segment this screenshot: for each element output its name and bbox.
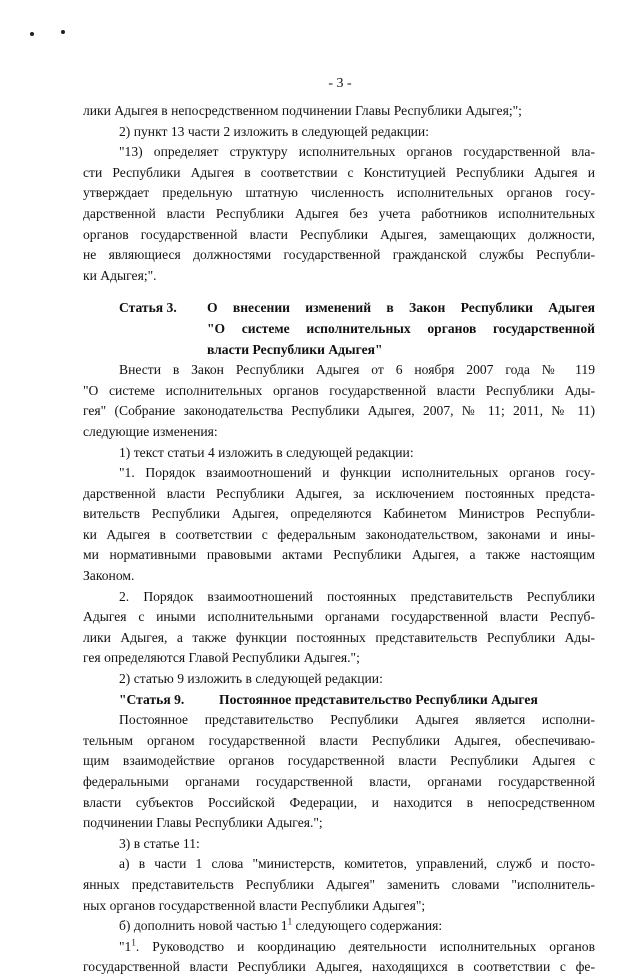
text-line: 2) статью 9 изложить в следующей редакции: (119, 671, 383, 687)
paragraph-block-top (83, 101, 595, 286)
text-line: ки Адыгея;". (83, 267, 157, 283)
text-line: 2) пункт 13 части 2 изложить в следующей редакции: (119, 123, 429, 139)
text-line: гея" (Собрание законодательства Республики Адыгея, 2007, № 11; 2011, № 11) (83, 403, 595, 419)
document-body (83, 101, 595, 978)
text-line: "$1^1$. Руководство и координацию деятельности исполнительных органов (119, 937, 595, 954)
text-line: Постоянное представительство Республики Адыгея является исполни- (119, 712, 595, 728)
text-line: государственной власти Республики Адыгея, находящихся в соответствии с фе- (83, 959, 595, 975)
article-3-heading (83, 298, 595, 360)
text-line: "О системе исполнительных органов государственной власти Республики Ады- (83, 382, 595, 398)
text-line: "13) определяет структуру исполнительных органов государственной вла- (119, 144, 595, 160)
text-line: дарственной власти Республики Адыгея, за исключением постоянных предста- (83, 485, 595, 501)
text-line: тельным органом государственной власти Республики Адыгея, обеспечиваю- (83, 732, 595, 748)
text-line: гея определяются Главой Республики Адыгея."; (83, 650, 360, 666)
text-line: подчинении Главы Республики Адыгея."; (83, 815, 323, 831)
article-3-title-line: О внесении изменений в Закон Республики Адыгея (207, 300, 595, 316)
text-line: ных органов государственной власти Республики Адыгея"; (83, 897, 426, 913)
speck-mark (61, 30, 65, 34)
text-line: лики Адыгея в непосредственном подчинении Главы Республики Адыгея;"; (83, 103, 522, 118)
speck-mark (30, 32, 34, 36)
paragraph-block-middle (83, 360, 595, 690)
article-3-label: Статья 3. (119, 300, 177, 316)
text-line: Законом. (83, 568, 135, 584)
text-line: Внести в Закон Республики Адыгея от 6 ноября 2007 года № 119 (119, 362, 595, 378)
article-3-title-line: "О системе исполнительных органов государственной (207, 320, 595, 336)
text-line: утверждает предельную штатную численность исполнительных органов госу- (83, 185, 595, 201)
text-line: не являющиеся должностями государственной гражданской службы Республи- (83, 247, 595, 263)
text-line: 1) текст статьи 4 изложить в следующей редакции: (119, 444, 414, 460)
text-line: янных представительств Республики Адыгея" заменить словами "исполнитель- (83, 876, 595, 892)
text-line: дарственной власти Республики Адыгея без учета работников исполнительных (83, 205, 595, 221)
text-line: Адыгея с иными исполнительными органами государственной власти Респуб- (83, 609, 595, 625)
text-line: власти субъектов Российской Федерации, и находится в непосредственном (83, 794, 595, 810)
article-9-heading (83, 690, 595, 711)
text-line: щим взаимодействие органов государственной власти Республики Адыгея с (83, 753, 595, 769)
text-line: "1. Порядок взаимоотношений и функции исполнительных органов госу- (119, 465, 595, 481)
article-9-label: "Статья 9. (119, 691, 185, 707)
text-line: 2. Порядок взаимоотношений постоянных представительств Республики (119, 588, 595, 604)
text-line: следующие изменения: (83, 423, 218, 439)
text-line: органов государственной власти Республики Адыгея, замещающих должности, (83, 226, 595, 242)
text-line: а) в части 1 слова "министерств, комитетов, управлений, служб и посто- (119, 856, 595, 872)
text-line: федеральными органами государственной власти, органами государственной (83, 774, 595, 789)
page-number: - 3 - (328, 76, 352, 91)
text-line: сти Республики Адыгея в соответствии с Конституцией Республики Адыгея и (83, 164, 595, 180)
text-line: ки Адыгея в соответствии с федеральным законодательством, законами и ины- (83, 526, 595, 542)
article-3-title-line: власти Республики Адыгея" (207, 341, 383, 357)
text-line: вительств Республики Адыгея, определяются Кабинетом Министров Республи- (83, 506, 595, 522)
text-line: б) дополнить новой частью $1^1$ следующего содержания: (119, 916, 443, 934)
text-line: 3) в статье 11: (119, 835, 200, 851)
text-line: ми нормативными правовыми актами Республики Адыгея, а также настоящим (83, 547, 595, 563)
text-line: лики Адыгея, а также функции постоянных представительств Республики Ады- (83, 629, 595, 645)
article-9-title: Постоянное представительство Республики Адыгея (219, 691, 538, 707)
paragraph-block-bottom (83, 710, 595, 916)
